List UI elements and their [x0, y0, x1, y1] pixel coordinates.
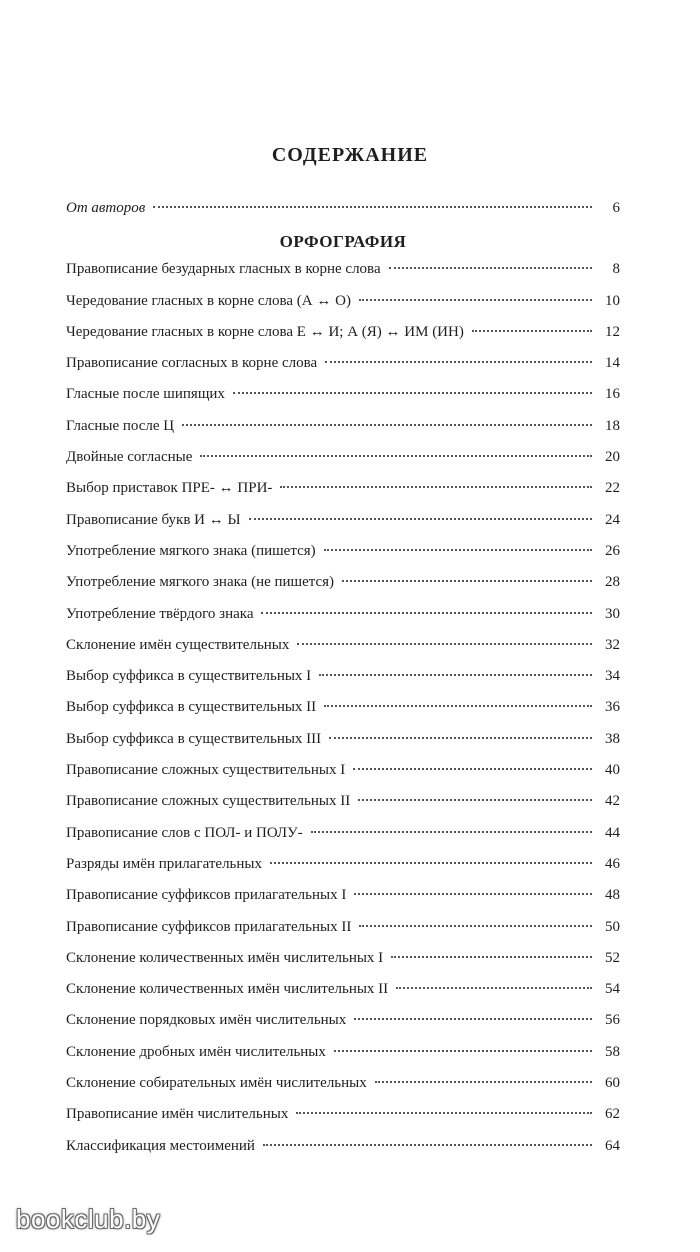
toc-page-number: 30: [605, 605, 620, 622]
toc-label: Классификация местоимений: [66, 1137, 255, 1154]
toc-page-number: 16: [605, 386, 620, 403]
toc-row-intro: [66, 196, 620, 227]
dot-leader: [396, 987, 592, 989]
toc-row: [66, 257, 620, 288]
toc-row: [66, 351, 620, 382]
toc-page-number: 26: [605, 542, 620, 559]
toc-page-number: 64: [605, 1137, 620, 1154]
dot-leader: [297, 643, 592, 645]
toc-page-number: 48: [605, 887, 620, 904]
dot-leader: [324, 705, 592, 707]
dot-leader: [472, 330, 592, 332]
toc-label: Выбор суффикса в существительных III: [66, 730, 322, 747]
dot-leader: [354, 1018, 592, 1020]
toc-label: Склонение собирательных имён числительных: [66, 1075, 367, 1092]
toc-label: Употребление мягкого знака (пишется): [66, 542, 316, 559]
toc-row: [66, 821, 620, 852]
toc-label: Правописание суффиксов прилагательных I: [66, 887, 347, 904]
toc-label: Выбор суффикса в существительных I: [66, 668, 312, 685]
toc-label: Правописание сложных существительных I: [66, 762, 346, 779]
toc-page-number: 38: [605, 730, 620, 747]
toc-label: Гласные после шипящих: [66, 386, 225, 403]
toc-row: [66, 476, 620, 507]
dot-leader: [342, 580, 592, 582]
toc-label: Употребление твёрдого знака: [66, 605, 254, 622]
toc-label: Правописание букв И ↔ Ы: [66, 511, 241, 528]
table-of-contents: [66, 196, 620, 1165]
toc-page-number: 46: [605, 855, 620, 872]
dot-leader: [296, 1112, 592, 1114]
toc-page-number: 42: [605, 793, 620, 810]
dot-leader: [391, 956, 592, 958]
toc-row: [66, 289, 620, 320]
toc-row: [66, 539, 620, 570]
toc-row: [66, 1134, 620, 1165]
dot-leader: [249, 518, 592, 520]
toc-page-number: 32: [605, 636, 620, 653]
toc-label: Разряды имён прилагательных: [66, 855, 263, 872]
toc-page-number: 52: [605, 949, 620, 966]
toc-page-number: 28: [605, 574, 620, 591]
toc-row: [66, 915, 620, 946]
toc-label: Чередование гласных в корне слова (А ↔ О): [66, 292, 351, 309]
toc-page-number: 34: [605, 668, 620, 685]
toc-page-number: 10: [605, 292, 620, 309]
toc-label: Правописание слов с ПОЛ- и ПОЛУ-: [66, 824, 303, 841]
dot-leader: [261, 612, 592, 614]
dot-leader: [324, 549, 592, 551]
toc-label: Выбор приставок ПРЕ- ↔ ПРИ-: [66, 480, 273, 497]
dot-leader: [200, 455, 592, 457]
dot-leader: [359, 299, 592, 301]
toc-label: Правописание согласных в корне слова: [66, 355, 318, 372]
toc-label: Чередование гласных в корне слова Е ↔ И; А (Я) ↔ ИМ (ИН): [66, 323, 464, 340]
toc-row: [66, 789, 620, 820]
toc-row: [66, 1071, 620, 1102]
toc-page-number: 12: [605, 323, 620, 340]
toc-label: Употребление мягкого знака (не пишется): [66, 574, 335, 591]
dot-leader: [325, 361, 592, 363]
dot-leader: [233, 392, 592, 394]
toc-row: [66, 695, 620, 726]
toc-label: Склонение количественных имён числительных I: [66, 949, 384, 966]
toc-page-number: 54: [605, 981, 620, 998]
dot-leader: [263, 1144, 592, 1146]
toc-page-number: 6: [612, 200, 620, 216]
toc-page-number: 8: [612, 261, 620, 278]
toc-page-number: 56: [605, 1012, 620, 1029]
toc-row: [66, 946, 620, 977]
dot-leader: [311, 831, 592, 833]
toc-row: [66, 602, 620, 633]
dot-leader: [270, 862, 592, 864]
toc-page-number: 58: [605, 1043, 620, 1060]
dot-leader: [334, 1050, 592, 1052]
toc-page-number: 18: [605, 417, 620, 434]
toc-label: Склонение количественных имён числительных II: [66, 981, 389, 998]
page-title: СОДЕРЖАНИЕ: [271, 144, 429, 166]
toc-label: Правописание сложных существительных II: [66, 793, 351, 810]
dot-leader: [153, 206, 592, 208]
toc-row: [66, 382, 620, 413]
section-heading: ОРФОГРАФИЯ: [279, 232, 407, 252]
toc-row: [66, 633, 620, 664]
dot-leader: [375, 1081, 592, 1083]
toc-row: [66, 1102, 620, 1133]
dot-leader: [280, 486, 592, 488]
toc-page-number: 62: [605, 1106, 620, 1123]
watermark: bookclub.by: [16, 1204, 161, 1234]
toc-page-number: 36: [605, 699, 620, 716]
toc-row: [66, 570, 620, 601]
dot-leader: [329, 737, 592, 739]
toc-page-number: 60: [605, 1075, 620, 1092]
toc-row: [66, 664, 620, 695]
dot-leader: [354, 893, 592, 895]
toc-row: [66, 852, 620, 883]
toc-label: Правописание имён числительных: [66, 1106, 289, 1123]
toc-label: Гласные после Ц: [66, 417, 175, 434]
toc-page-number: 14: [605, 355, 620, 372]
dot-leader: [358, 799, 592, 801]
toc-row: [66, 727, 620, 758]
dot-leader: [319, 674, 592, 676]
toc-row: [66, 758, 620, 789]
toc-page-number: 40: [605, 762, 620, 779]
toc-label: Склонение имён существительных: [66, 636, 290, 653]
dot-leader: [182, 424, 592, 426]
toc-row: [66, 977, 620, 1008]
toc-label: Склонение дробных имён числительных: [66, 1043, 326, 1060]
toc-row: [66, 414, 620, 445]
toc-page-number: 44: [605, 824, 620, 841]
dot-leader: [359, 925, 592, 927]
toc-label: Склонение порядковых имён числительных: [66, 1012, 347, 1029]
toc-page-number: 24: [605, 511, 620, 528]
toc-row: [66, 1040, 620, 1071]
dot-leader: [389, 267, 592, 269]
dot-leader: [353, 768, 592, 770]
toc-entries: [66, 257, 620, 1165]
toc-row: [66, 320, 620, 351]
toc-row: [66, 1008, 620, 1039]
toc-label: Правописание суффиксов прилагательных II: [66, 918, 352, 935]
toc-label: Выбор суффикса в существительных II: [66, 699, 317, 716]
toc-label: От авторов: [66, 200, 146, 216]
toc-row: [66, 508, 620, 539]
toc-row: [66, 883, 620, 914]
toc-page-number: 20: [605, 449, 620, 466]
toc-label: Двойные согласные: [66, 449, 193, 466]
toc-label: Правописание безударных гласных в корне слова: [66, 261, 381, 278]
toc-row: [66, 445, 620, 476]
toc-page-number: 22: [605, 480, 620, 497]
toc-page-number: 50: [605, 918, 620, 935]
